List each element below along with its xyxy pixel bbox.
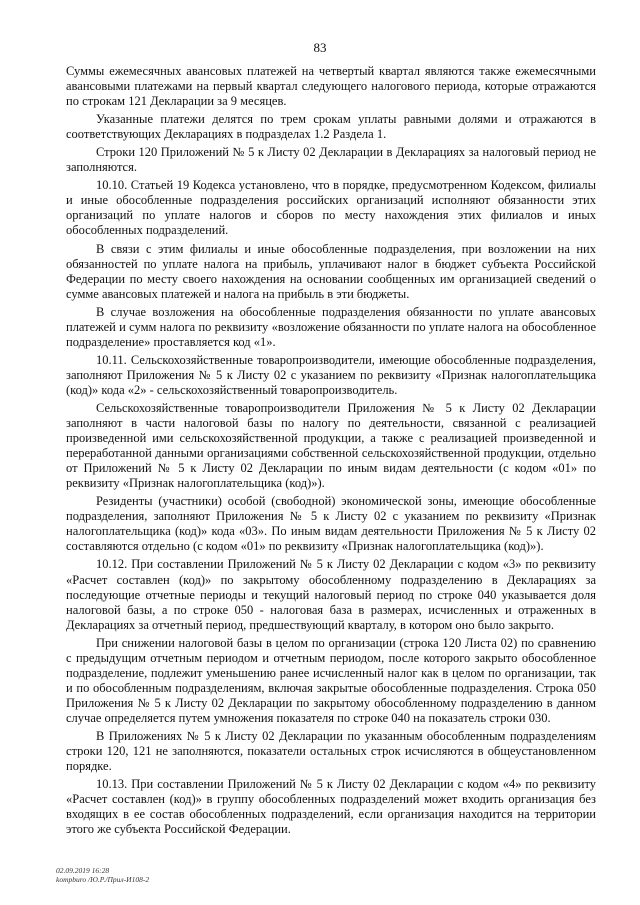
paragraph: 10.11. Сельскохозяйственные товаропроизводители, имеющие обособленные подразделения, заполняют Приложения № 5 к Листу 02 с указанием по реквизиту «Признак налогоплательщика (код)» кода «2» - сельскохозяйственный товаропроизводитель. (66, 352, 596, 397)
paragraph: 10.13. При составлении Приложений № 5 к Листу 02 Декларации с кодом «4» по реквизиту «Расчет составлен (код)» в группу обособленных подразделений может входить организация без входящих в ее состав обособленных подразделений, если организация находится на территории этого же субъекта Российской Федерации. (66, 777, 596, 837)
paragraph: При снижении налоговой базы в целом по организации (строка 120 Листа 02) по сравнению с предыдущим отчетным периодом и отчетным периодом, после которого закрыто обособленное подразделение, подлежит уменьшению ранее исчисленный налог как в целом по организации, так и по обособленным подразделениям, включая закрытые обособленные подразделения. Строка 050 Приложения № 5 к Листу 02 Декларации по закрытому обособленному подразделению в данном случае определяется путем умножения показателя по строке 040 на показатель строки 030. (66, 635, 596, 725)
paragraph: Резиденты (участники) особой (свободной) экономической зоны, имеющие обособленные подразделения, заполняют Приложения № 5 к Листу 02 с указанием по реквизиту «Признак налогоплательщика (код)» кода «03». По иным видам деятельности Приложения № 5 к Листу 02 составляются отдельно (с кодом «01» по реквизиту «Признак налогоплательщика (код)»). (66, 494, 596, 554)
page-number: 83 (313, 40, 327, 55)
paragraph: Указанные платежи делятся по трем срокам уплаты равными долями и отражаются в соответствующих Декларациях в подразделах 1.2 Раздела 1. (66, 112, 596, 142)
document-footer (56, 866, 149, 884)
paragraph: Сельскохозяйственные товаропроизводители Приложения № 5 к Листу 02 Декларации заполняют в части налоговой базы по налогу по деятельности, связанной с реализацией произведенной ими сельскохозяйственной продукции, а также с реализацией произведенной и переработанной данными организациями собственной сельскохозяйственной продукции, отдельно от Приложений № 5 к Листу 02 Декларации по иным видам деятельности (с кодом «01» по реквизиту «Признак налогоплательщика (код)»). (66, 400, 596, 491)
paragraph: 10.10. Статьей 19 Кодекса установлено, что в порядке, предусмотренном Кодексом, филиалы и иные обособленные подразделения российских организаций исполняют обязанности этих организаций по уплате налогов и сборов по месту нахождения этих филиалов и иных обособленных подразделений. (66, 178, 596, 238)
footer-path: kompburo /Ю.Р./Прил-И108-2 (56, 875, 150, 884)
document-body (66, 64, 596, 840)
paragraph: В случае возложения на обособленные подразделения обязанности по уплате авансовых платежей и сумм налога по реквизиту «возложение обязанности по уплате налога на обособленное подразделение» проставляется код «1». (66, 304, 596, 349)
paragraph: 10.12. При составлении Приложений № 5 к Листу 02 Декларации с кодом «3» по реквизиту «Расчет составлен (код)» по закрытому обособленному подразделению в Декларациях за последующие отчетные периоды и текущий налоговый период по строке 040 указывается доля налоговой базы, а по строке 050 - налоговая база в размерах, исчисленных и отраженных в Декларациях за отчетный период, предшествующий кварталу, в котором оно было закрыто. (66, 557, 596, 632)
paragraph: В Приложениях № 5 к Листу 02 Декларации по указанным обособленным подразделениям строки 120, 121 не заполняются, показатели остальных строк исчисляются в общеустановленном порядке. (66, 728, 596, 774)
paragraph: В связи с этим филиалы и иные обособленные подразделения, при возложении на них обязанностей по уплате налога на прибыль, уплачивают налог в бюджет субъекта Российской Федерации по месту своего нахождения на основании сообщенных им организацией сведений о сумме авансовых платежей и налога на прибыль в эти бюджеты. (66, 241, 596, 301)
paragraph: Строки 120 Приложений № 5 к Листу 02 Декларации в Декларациях за налоговый период не заполняются. (66, 145, 596, 175)
paragraph: Суммы ежемесячных авансовых платежей на четвертый квартал являются также ежемесячными авансовыми платежами на первый квартал следующего налогового периода, которые отражаются по строкам 121 Декларации за 9 месяцев. (66, 64, 596, 109)
footer-date: 02.09.2019 16:28 (56, 866, 110, 875)
